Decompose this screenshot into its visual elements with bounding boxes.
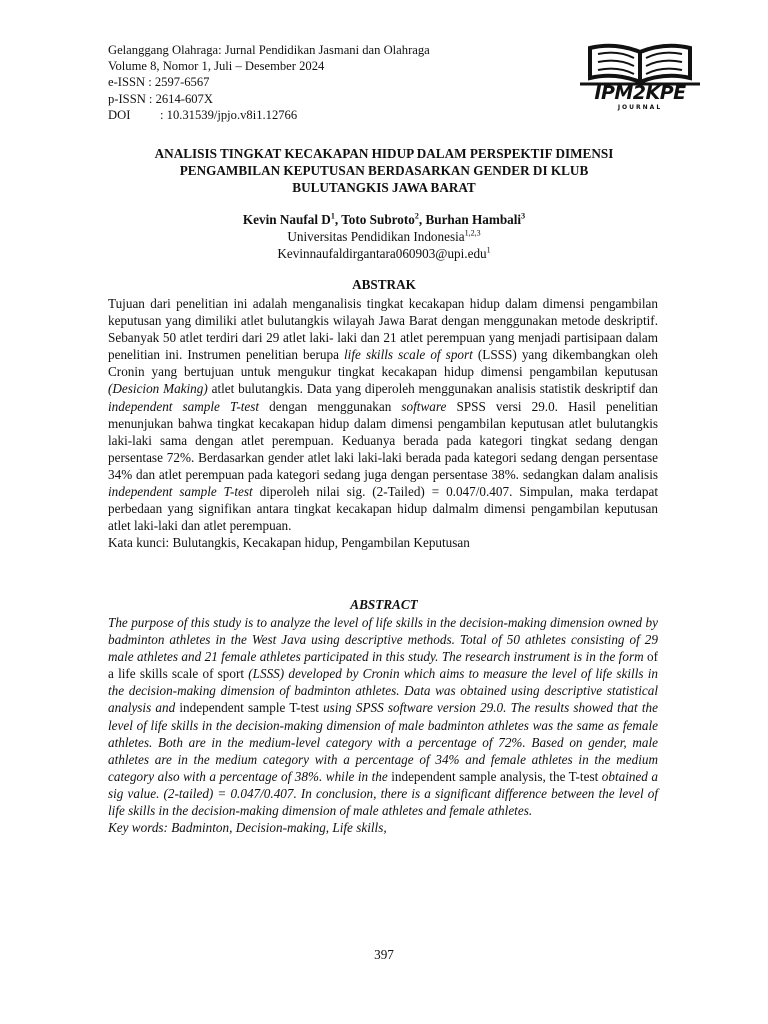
logo-wordmark: IPM2KPE [594, 82, 686, 104]
italic-run: life skills scale of sport [344, 347, 473, 363]
author-separator: , [418, 212, 426, 227]
affiliation-sup: 1,2,3 [464, 228, 481, 238]
italic-run: (Desicion Making) [108, 381, 208, 397]
doi-line [108, 107, 430, 123]
italic-run: using SPSS software version 29.0. The results showed that the level of life skills in the decision-making dimension of male badminton athletes was the same as female athletes. Both are in the medium-level category with a percentage of 72%. Based on gender, male athletes are in the medium category with a percentage of 34% and female athletes in the medium category also with a percentage of 38%. while in the [108, 700, 658, 784]
author-name: Toto Subroto [341, 212, 415, 227]
italic-run: independent sample T-test [108, 398, 260, 414]
abstrak-body [108, 295, 658, 551]
text-run: (LSSS) yang dikembangkan oleh Cronin yang bertujuan untuk mengukur tingkat kecakapan hidup dimensi pengambilan keputusan [108, 347, 658, 380]
text-run: atlet bulutangkis. Data yang diperoleh menggunakan analisis statistik deskriptif dan [207, 381, 658, 397]
journal-volume: Volume 8, Nomor 1, Juli – Desember 2024 [108, 59, 325, 74]
doi-label: DOI [108, 107, 131, 122]
doi-value[interactable]: : 10.31539/jpjo.v8i1.12766 [160, 107, 298, 122]
abstract-heading: ABSTRACT [350, 597, 418, 612]
email [100, 245, 668, 262]
author-list [100, 211, 668, 228]
text-run: diperoleh nilai sig. (2-Tailed) = 0.047/0.407. Simpulan, maka terdapat perbedaan yang signifikan antara tingkat kecakapan hidup dalmalm dimensi pengambilan keputusan atlet laki-laki dan atlet perempuan. [108, 484, 658, 534]
author-name: Kevin Naufal D [242, 212, 331, 227]
italic-run: software [401, 398, 447, 414]
journal-logo [570, 38, 710, 120]
email-sup: 1 [486, 245, 491, 255]
title-line: ANALISIS TINGKAT KECAKAPAN HIDUP DALAM PERSPEKTIF DIMENSI [154, 146, 614, 161]
abstrak-heading: ABSTRAK [352, 277, 416, 292]
text-run: independent sample T-test [179, 700, 324, 716]
affiliation [100, 228, 668, 245]
italic-run: The purpose of this study is to analyze the level of life skills in the decision-making dimension owned by badminton athletes in the West Java using descriptive methods. Total of 50 athletes consisting of 29 male athletes and 21 female athletes participated in this study. The research instrument is in the form [108, 615, 658, 665]
text-run: dengan menggunakan [259, 398, 402, 414]
abstract-paragraph [108, 614, 658, 819]
journal-header [108, 42, 430, 123]
title-line: BULUTANGKIS JAWA BARAT [292, 180, 476, 195]
eissn: e-ISSN : 2597-6567 [108, 75, 210, 90]
author-sup: 3 [521, 211, 526, 221]
abstract-keywords: Key words: Badminton, Decision-making, Life skills, [108, 820, 387, 836]
email-text[interactable]: Kevinnaufaldirgantara060903@upi.edu [277, 246, 487, 261]
text-run: Tujuan dari penelitian ini adalah menganalisis tingkat kecakapan hidup dalam dimensi pengambilan keputusan yang dimiliki atlet bulutangkis wilayah Jawa Barat dengan menggunakan metode deskriptif. Sebanyak 50 atlet terdiri dari 29 atlet laki- laki dan 21 atlet perempuan yang menjadi partisipaan dalam penelitian ini. Instrumen penelitian berupa [108, 296, 658, 363]
text-run: of a life skills scale of sport [108, 649, 658, 682]
italic-run: independent sample T-test [108, 484, 253, 500]
paper-title [100, 145, 668, 196]
affiliation-text: Universitas Pendidikan Indonesia [287, 229, 465, 244]
pissn: p-ISSN : 2614-607X [108, 91, 213, 106]
abstract-body [108, 614, 658, 836]
open-book-icon [570, 38, 710, 88]
page-number: 397 [374, 947, 394, 962]
text-run: independent sample analysis, the T-test [391, 768, 602, 784]
logo-subtext: JOURNAL [617, 104, 663, 111]
title-line: PENGAMBILAN KEPUTUSAN BERDASARKAN GENDER DI KLUB [179, 163, 589, 178]
abstrak-keywords: Kata kunci: Bulutangkis, Kecakapan hidup, Pengambilan Keputusan [108, 535, 470, 551]
author-sup: 2 [414, 211, 419, 221]
author-block [100, 211, 668, 262]
abstrak-paragraph [108, 295, 658, 534]
author-name: Burhan Hambali [425, 212, 522, 227]
author-sup: 1 [330, 211, 335, 221]
text-run: SPSS versi 29.0. Hasil penelitian menunjukan bahwa tingkat kecakapan hidup dalam dimensi pengambilan keputusan atlet bulutangkis laki-laki sama dengan atlet perempuan. Keduanya berada pada kategori tingkat sedang dengan persentase 72%. Berdasarkan gender atlet laki laki-laki berada pada kategori sedang dengan persentase 34% dan atlet perempuan pada kategori sedang juga dengan persentase 38%. sedangkan dalam analisis [108, 398, 659, 482]
italic-run: (LSSS) developed by Cronin which aims to measure the level of life skills in the decision-making dimension of badminton athletes. Data was obtained using descriptive statistical analysis and [108, 666, 658, 716]
journal-name: Gelanggang Olahraga: Jurnal Pendidikan Jasmani dan Olahraga [108, 43, 430, 57]
italic-run: obtained a sig value. (2-tailed) = 0.047/0.407. In conclusion, there is a significant difference between the level of life skills in the decision-making dimension of male athletes and female athletes. [108, 768, 658, 819]
author-separator: , [334, 212, 342, 227]
